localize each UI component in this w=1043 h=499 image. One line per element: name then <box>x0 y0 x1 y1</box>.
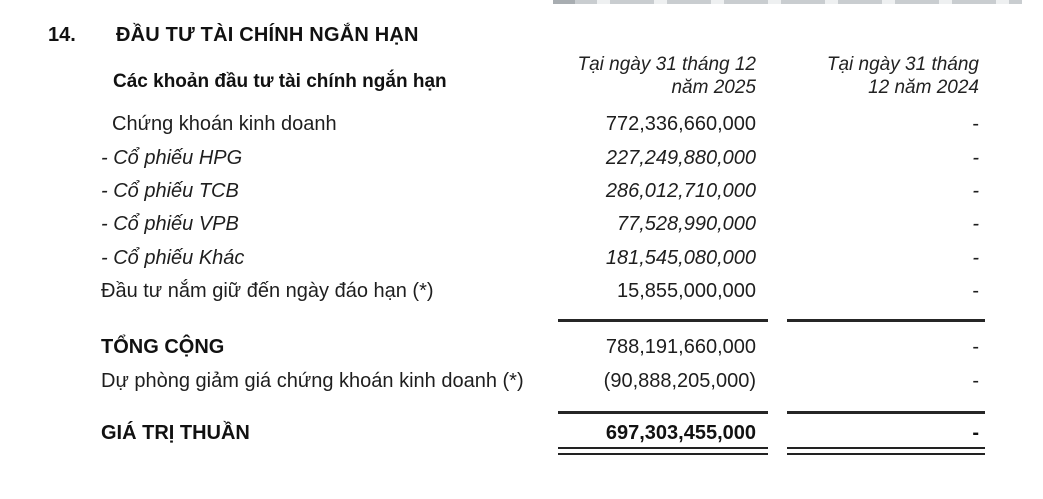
table-rule-single <box>0 411 1043 414</box>
column-header-2024-line1: Tại ngày 31 tháng <box>826 54 979 75</box>
row-value-2025: 181,545,080,000 <box>605 246 756 269</box>
column-header-2025 <box>540 53 768 99</box>
row-value-2024: - <box>972 369 979 392</box>
row-label: Dự phòng giảm giá chứng khoán kinh doanh (*) <box>101 369 524 392</box>
double-rule-2024 <box>787 447 985 455</box>
rule-line-2024 <box>787 411 985 414</box>
rule-line-2024 <box>787 319 985 322</box>
row-value-2025: 697,303,455,000 <box>605 421 756 444</box>
table-header-label: Các khoản đầu tư tài chính ngắn hạn <box>113 71 447 92</box>
column-header-2025-line2: năm 2025 <box>671 77 756 98</box>
row-label: TỔNG CỘNG <box>101 335 225 358</box>
row-value-2024: - <box>972 113 979 136</box>
row-value-2024: - <box>972 335 979 358</box>
row-value-2025: 15,855,000,000 <box>616 280 756 303</box>
double-rule-2025 <box>558 447 768 455</box>
row-label: Chứng khoán kinh doanh <box>112 113 337 136</box>
column-header-2024-line2: 12 năm 2024 <box>868 77 979 98</box>
row-value-2025: 286,012,710,000 <box>605 179 756 202</box>
row-value-2024: - <box>972 213 979 236</box>
section-title: ĐẦU TƯ TÀI CHÍNH NGẮN HẠN <box>116 24 419 46</box>
section-heading <box>48 24 419 47</box>
row-value-2025: 788,191,660,000 <box>605 335 756 358</box>
row-label: Đầu tư nắm giữ đến ngày đáo hạn (*) <box>101 280 434 303</box>
table-row-stock-tcb <box>0 175 1043 208</box>
row-value-2024: - <box>972 280 979 303</box>
rule-line-2025 <box>558 411 768 414</box>
row-label: GIÁ TRỊ THUẦN <box>101 421 250 444</box>
row-value-2025: 772,336,660,000 <box>605 113 756 136</box>
row-value-2025: (90,888,205,000) <box>603 369 756 392</box>
row-label: - Cổ phiếu HPG <box>101 146 243 169</box>
column-header-2024 <box>768 53 985 99</box>
row-value-2024: - <box>972 246 979 269</box>
table-row-net-value <box>0 420 1043 446</box>
table-row-stock-vpb <box>0 208 1043 241</box>
table-row-provision <box>0 364 1043 398</box>
row-value-2024: - <box>972 421 979 444</box>
table-rule-double <box>0 447 1043 455</box>
column-header-2025-line1: Tại ngày 31 tháng 12 <box>577 54 756 75</box>
row-label: - Cổ phiếu TCB <box>101 179 239 202</box>
table-row-trading-securities <box>0 108 1043 141</box>
row-value-2025: 227,249,880,000 <box>605 146 756 169</box>
section-number: 14. <box>48 24 76 46</box>
investments-table <box>0 108 1043 455</box>
table-row-total <box>0 330 1043 364</box>
table-row-stock-hpg <box>0 141 1043 174</box>
row-value-2025: 77,528,990,000 <box>616 213 756 236</box>
page-edge-artifact <box>553 0 1022 4</box>
table-row-held-to-maturity <box>0 275 1043 308</box>
row-value-2024: - <box>972 146 979 169</box>
row-label: - Cổ phiếu VPB <box>101 213 239 236</box>
rule-line-2025 <box>558 319 768 322</box>
table-rule-single <box>0 319 1043 322</box>
row-value-2024: - <box>972 179 979 202</box>
row-label: - Cổ phiếu Khác <box>101 246 245 269</box>
table-row-stock-other <box>0 242 1043 275</box>
